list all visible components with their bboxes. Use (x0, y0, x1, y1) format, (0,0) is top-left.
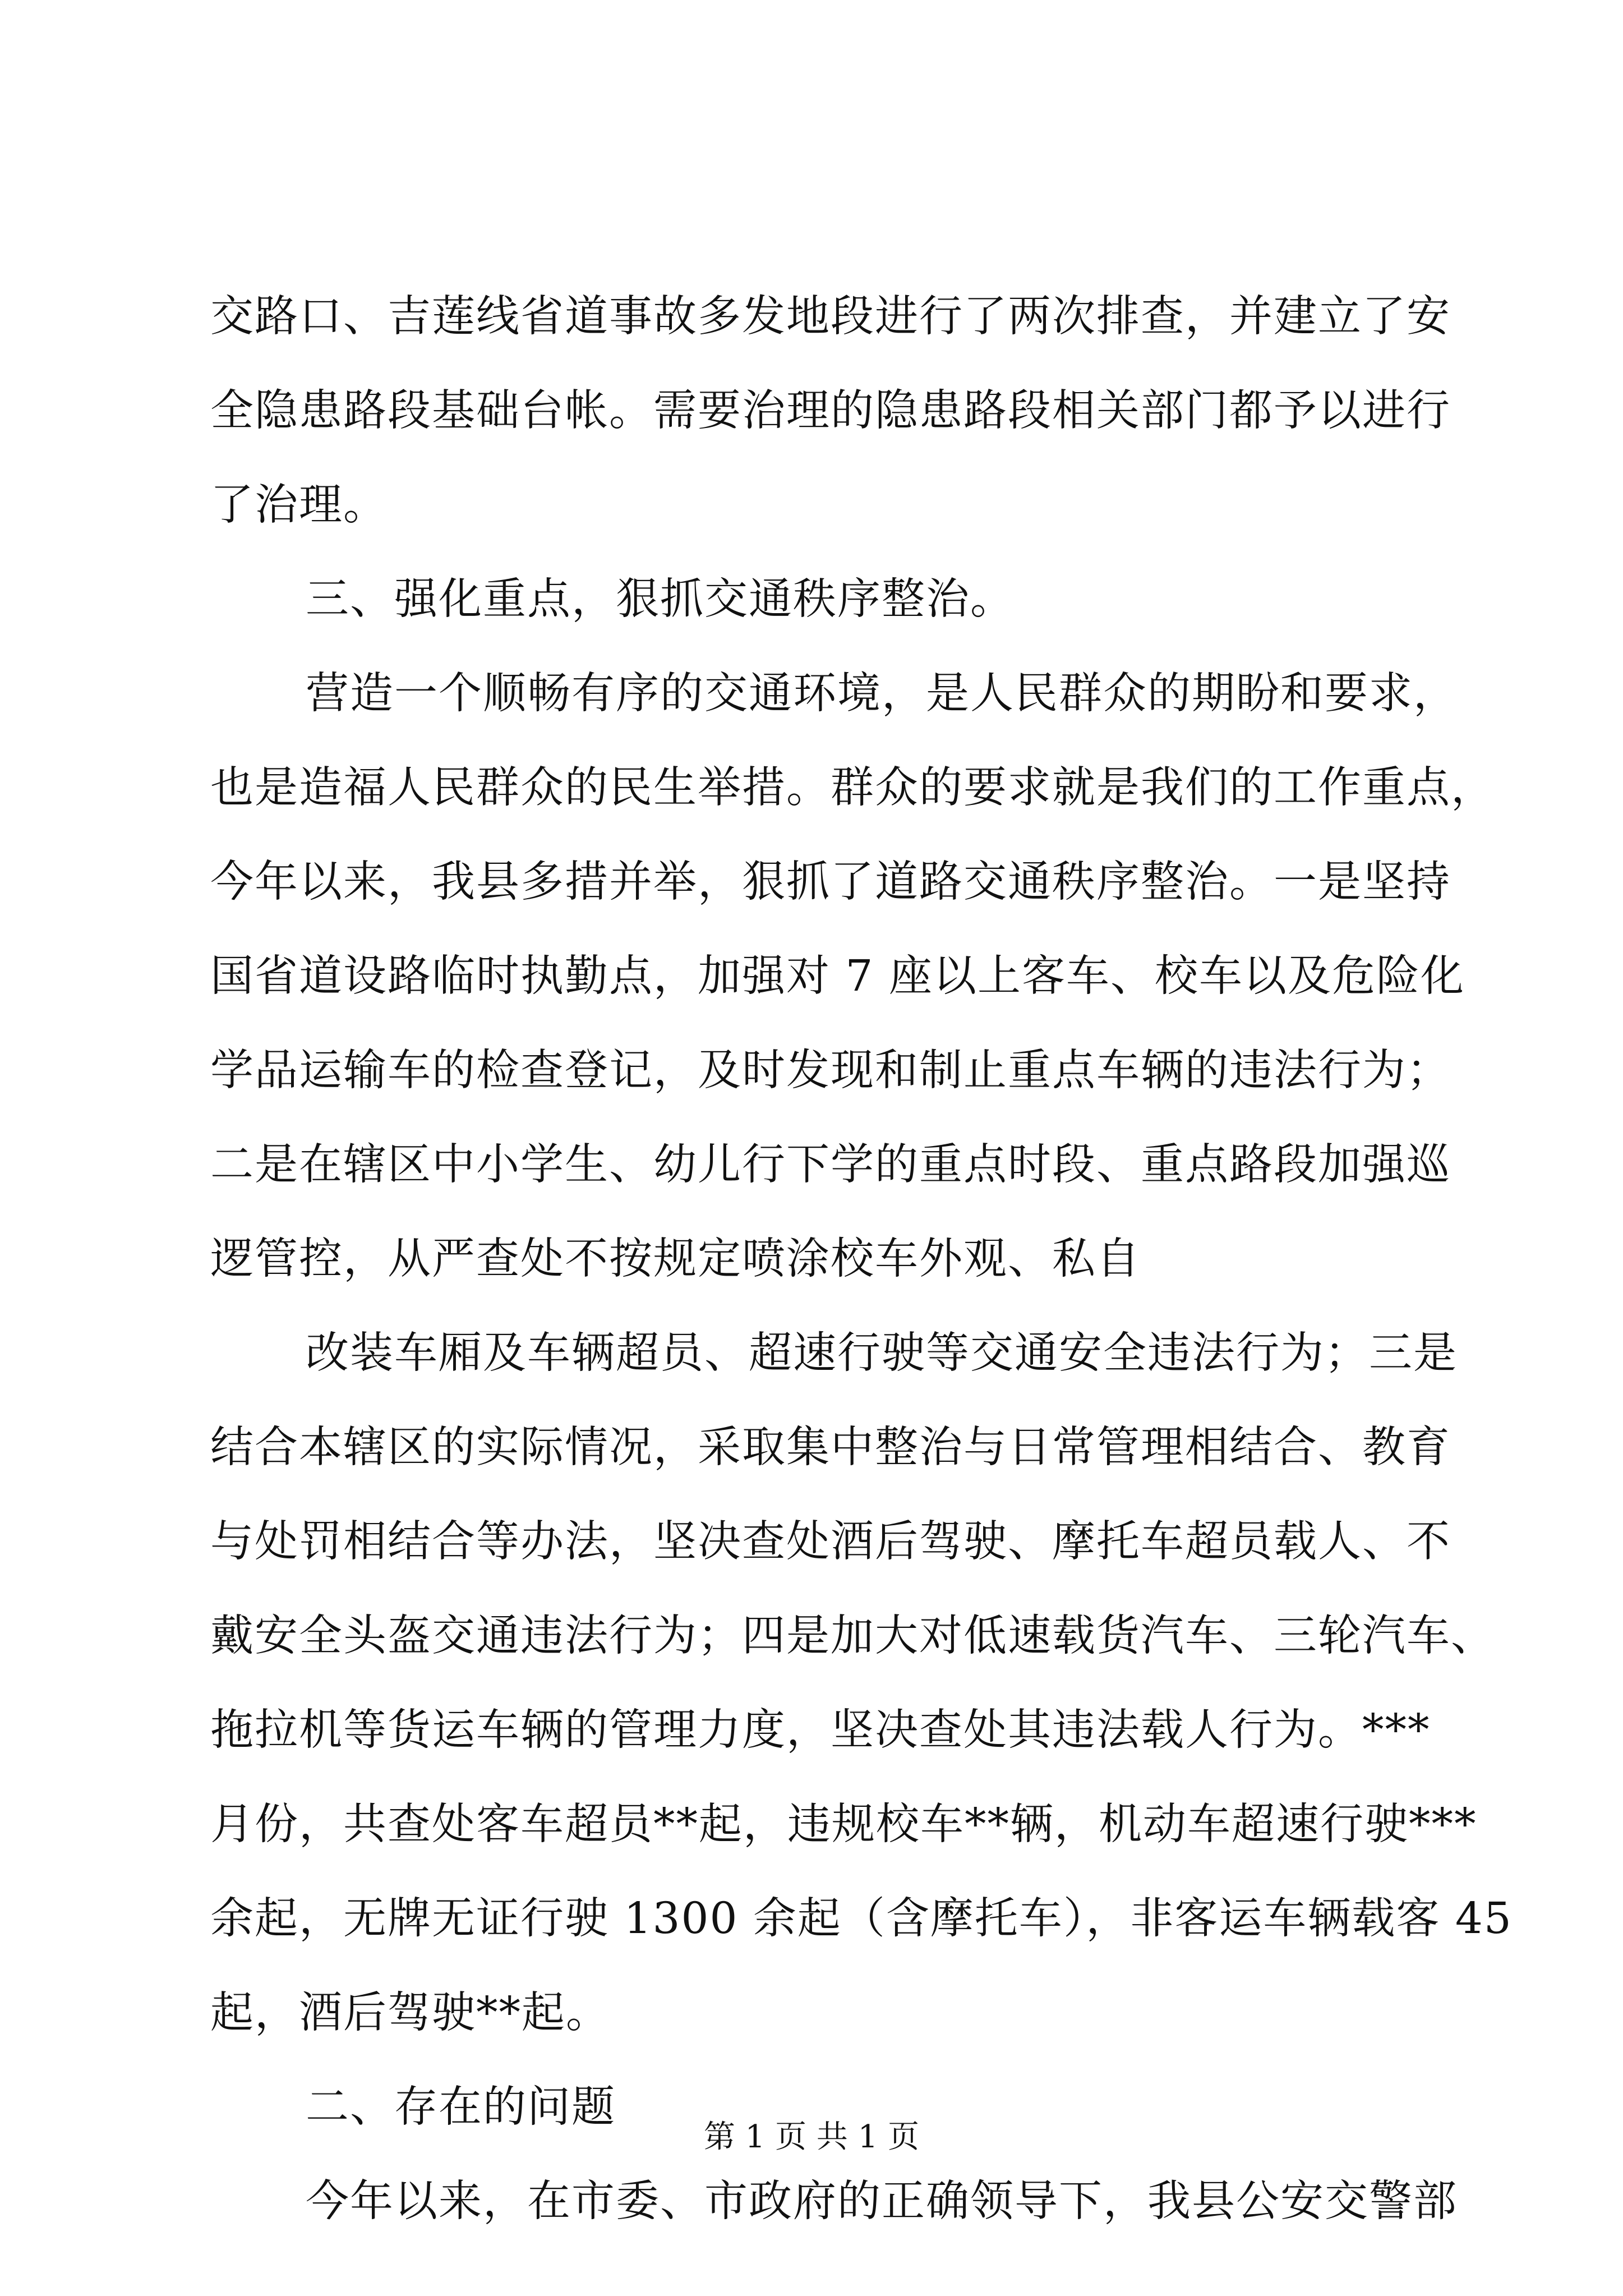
page-footer: 第 1 页 共 1 页 (703, 2119, 920, 2155)
text-line: 交路口、吉莲线省道事故多发地段进行了两次排查，并建立了安 (210, 292, 1451, 342)
text-line: 今年以来，在市委、市政府的正确领导下，我县公安交警部 (306, 2177, 1458, 2226)
text-line: 今年以来，我县多措并举，狠抓了道路交通秩序整治。一是坚持 (210, 857, 1451, 907)
text-line: 国省道设路临时执勤点，加强对 7 座以上客车、校车以及危险化 (210, 951, 1465, 1001)
section-heading: 二、存在的问题 (306, 2082, 616, 2132)
text-line: 与处罚相结合等办法，坚决查处酒后驾驶、摩托车超员载人、不 (210, 1517, 1451, 1567)
text-line: 拖拉机等货运车辆的管理力度，坚决查处其违法载人行为。*** (210, 1705, 1431, 1755)
text-line: 营造一个顺畅有序的交通环境，是人民群众的期盼和要求， (306, 669, 1458, 719)
text-line: 改装车厢及车辆超员、超速行驶等交通安全违法行为；三是 (306, 1328, 1458, 1378)
text-line: 二是在辖区中小学生、幼儿行下学的重点时段、重点路段加强巡 (210, 1140, 1451, 1190)
text-line: 全隐患路段基础台帐。需要治理的隐患路段相关部门都予以进行 (210, 386, 1451, 436)
text-line: 学品运输车的检查登记，及时发现和制止重点车辆的违法行为； (210, 1046, 1451, 1096)
text-line: 结合本辖区的实际情况，采取集中整治与日常管理相结合、教育 (210, 1423, 1451, 1473)
text-line: 逻管控，从严查处不按规定喷涂校车外观、私自 (210, 1234, 1141, 1284)
text-line: 起，酒后驾驶**起。 (210, 1988, 610, 2038)
section-heading: 三、强化重点，狠抓交通秩序整治。 (306, 574, 1015, 624)
text-line: 也是造福人民群众的民生举措。群众的要求就是我们的工作重点， (210, 763, 1495, 813)
text-line: 余起，无牌无证行驶 1300 余起（含摩托车），非客运车辆载客 45 (210, 1894, 1513, 1944)
document-body (210, 292, 1513, 2272)
text-line: 了治理。 (210, 480, 388, 530)
text-line: 戴安全头盔交通违法行为；四是加大对低速载货汽车、三轮汽车、 (210, 1611, 1495, 1661)
text-line: 月份，共查处客车超员**起，违规校车**辆，机动车超速行驶*** (210, 1800, 1477, 1849)
